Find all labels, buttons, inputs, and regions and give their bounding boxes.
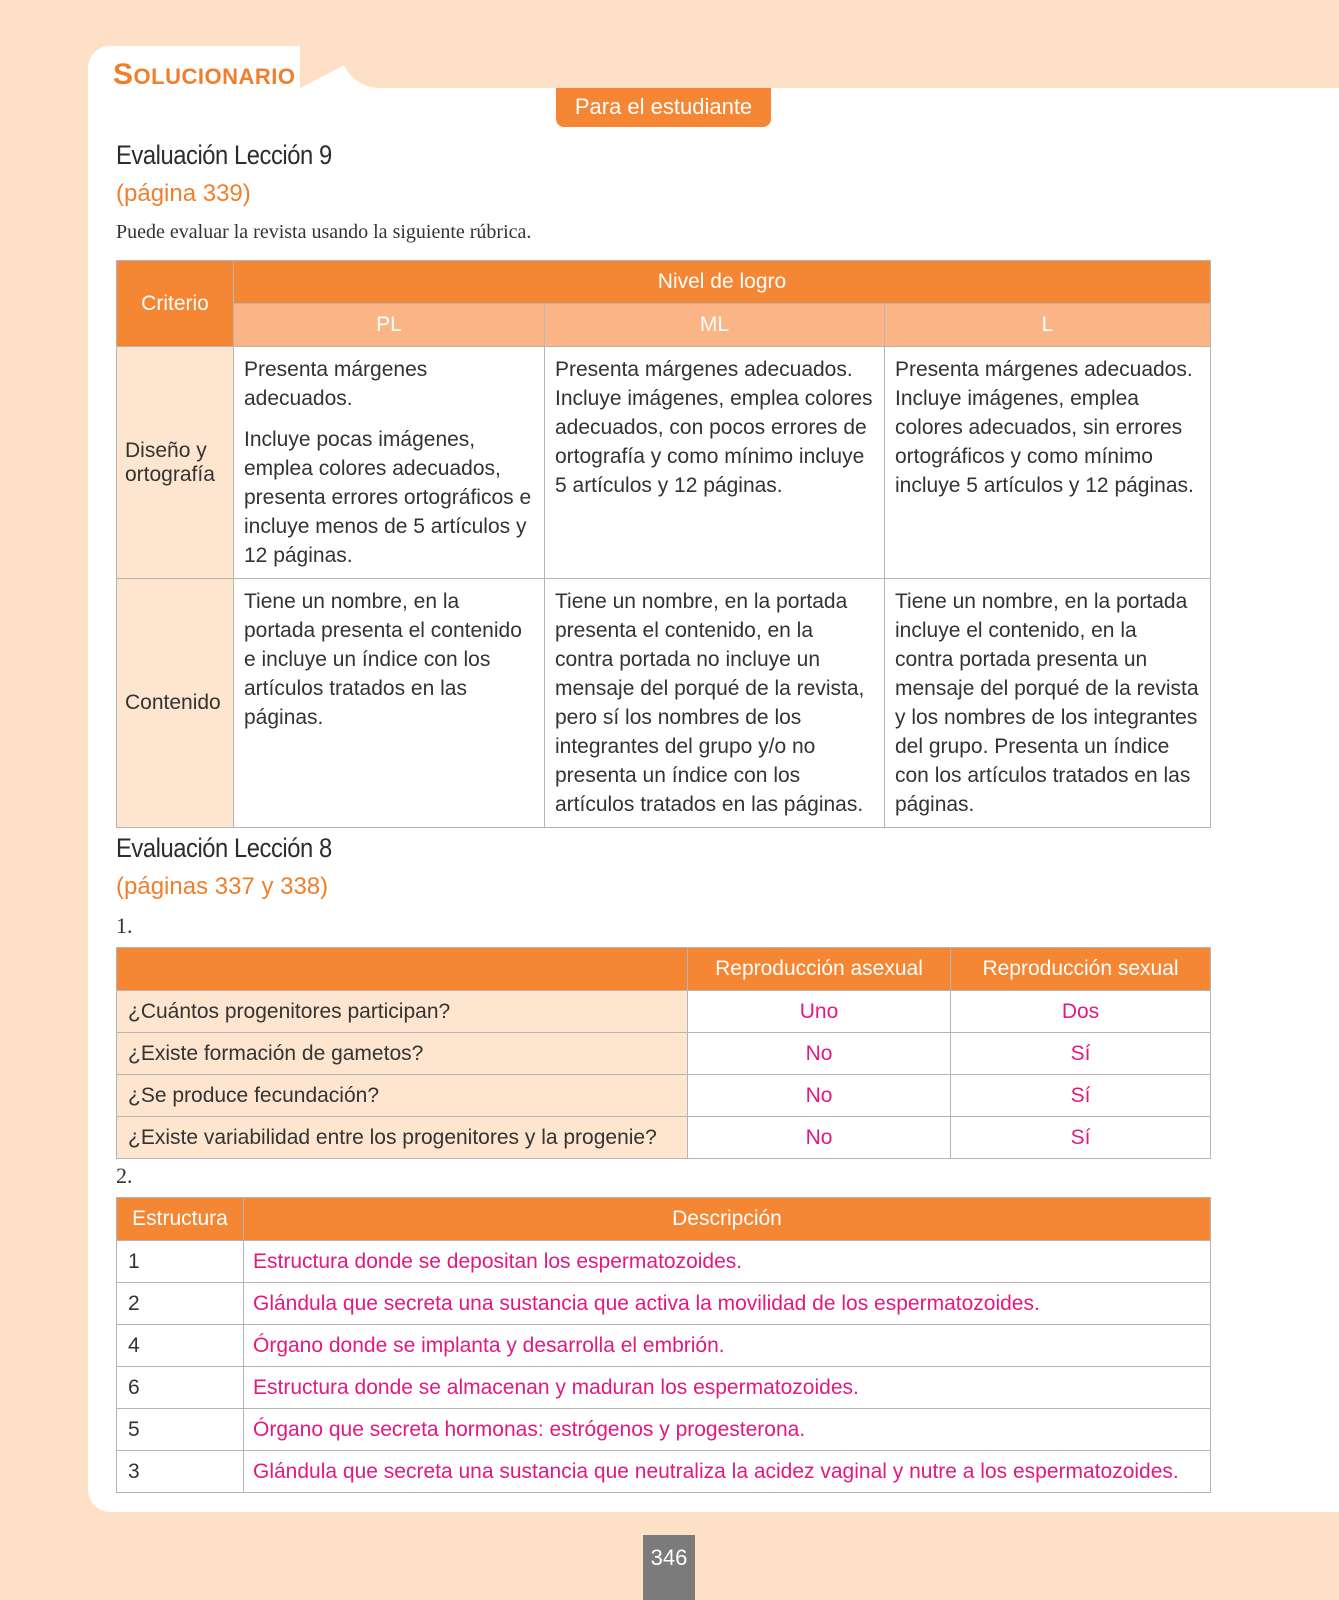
table-row — [117, 1325, 1211, 1367]
page-number: 346 — [643, 1535, 695, 1600]
table-header — [117, 948, 688, 991]
structure-number: 1 — [117, 1241, 244, 1283]
structure-number: 3 — [117, 1451, 244, 1493]
rubric-cell — [234, 347, 545, 579]
structure-description: Estructura donde se depositan los espermatozoides. — [244, 1241, 1211, 1283]
lesson9-intro: Puede evaluar la revista usando la siguiente rúbrica. — [116, 221, 532, 243]
table-row — [117, 1117, 1211, 1159]
lesson9-title: Evaluación Lección 9 — [116, 140, 332, 170]
question-cell: ¿Cuántos progenitores participan? — [117, 991, 688, 1033]
rubric-text: Incluye pocas imágenes, emplea colores adecuados, presenta errores ortográficos e incluye menos de 5 artículos y 12 páginas. — [244, 428, 532, 567]
answer-cell: Sí — [951, 1033, 1211, 1075]
table-row — [117, 1075, 1211, 1117]
question-cell: ¿Existe variabilidad entre los progenitores y la progenie? — [117, 1117, 688, 1159]
criterion-cell: Diseño y ortografía — [117, 347, 234, 579]
rubric-cell: Presenta márgenes adecuados. Incluye imágenes, emplea colores adecuados, sin errores ortográficos y como mínimo incluye 5 artículos y 12 páginas. — [885, 347, 1211, 579]
table-header: Descripción — [244, 1198, 1211, 1241]
answer-cell: No — [688, 1117, 951, 1159]
table-header: Estructura — [117, 1198, 244, 1241]
question-cell: ¿Se produce fecundación? — [117, 1075, 688, 1117]
table-row — [117, 1367, 1211, 1409]
structure-description: Órgano que secreta hormonas: estrógenos y progesterona. — [244, 1409, 1211, 1451]
lesson9-pages: (página 339) — [116, 180, 251, 207]
answer-cell: Uno — [688, 991, 951, 1033]
rubric-cell: Presenta márgenes adecuados. Incluye imágenes, emplea colores adecuados, con pocos errores de ortografía y como mínimo incluye 5 artículos y 12 páginas. — [545, 347, 885, 579]
level-header: PL — [234, 304, 545, 347]
structure-number: 2 — [117, 1283, 244, 1325]
structure-number: 5 — [117, 1409, 244, 1451]
audience-badge: Para el estudiante — [556, 88, 771, 127]
nivel-header: Nivel de logro — [234, 261, 1211, 304]
rubric-cell: Tiene un nombre, en la portada presenta el contenido, en la contra portada no incluye un mensaje del porqué de la revista, pero sí los nombres de los integrantes del grupo y/o no presenta un índice con los artículos tratados en las páginas. — [545, 579, 885, 828]
rubric-table — [116, 260, 1211, 828]
table-header: Reproducción asexual — [688, 948, 951, 991]
structure-description: Órgano donde se implanta y desarrolla el embrión. — [244, 1325, 1211, 1367]
criterion-cell: Contenido — [117, 579, 234, 828]
level-header: ML — [545, 304, 885, 347]
level-header: L — [885, 304, 1211, 347]
rubric-cell: Tiene un nombre, en la portada presenta el contenido e incluye un índice con los artículos tratados en las páginas. — [234, 579, 545, 828]
section-label: SOLUCIONARIO — [113, 58, 296, 91]
question-cell: ¿Existe formación de gametos? — [117, 1033, 688, 1075]
answer-cell: Sí — [951, 1075, 1211, 1117]
table-row — [117, 1033, 1211, 1075]
answer-cell: No — [688, 1075, 951, 1117]
structure-number: 6 — [117, 1367, 244, 1409]
table-row — [117, 1451, 1211, 1493]
answer-cell: Sí — [951, 1117, 1211, 1159]
rubric-cell: Tiene un nombre, en la portada incluye el contenido, en la contra portada presenta un mensaje del porqué de la revista y los nombres de los integrantes del grupo. Presenta un índice con los artículos tratados en las páginas. — [885, 579, 1211, 828]
lesson8-title: Evaluación Lección 8 — [116, 833, 332, 863]
reproduction-table — [116, 947, 1211, 1159]
table-row — [117, 1283, 1211, 1325]
structure-description: Glándula que secreta una sustancia que neutraliza la acidez vaginal y nutre a los espermatozoides. — [244, 1451, 1211, 1493]
lesson8-pages: (páginas 337 y 338) — [116, 873, 329, 900]
question-number: 1. — [116, 913, 133, 938]
question-number: 2. — [116, 1163, 133, 1188]
table-row — [117, 1409, 1211, 1451]
criterio-header: Criterio — [117, 261, 234, 347]
table-row — [117, 1241, 1211, 1283]
structure-description: Glándula que secreta una sustancia que activa la movilidad de los espermatozoides. — [244, 1283, 1211, 1325]
structure-description: Estructura donde se almacenan y maduran los espermatozoides. — [244, 1367, 1211, 1409]
table-header: Reproducción sexual — [951, 948, 1211, 991]
structure-number: 4 — [117, 1325, 244, 1367]
table-row — [117, 991, 1211, 1033]
structure-table — [116, 1197, 1211, 1493]
rubric-text: Presenta márgenes adecuados. — [244, 358, 428, 410]
header-band — [340, 46, 1339, 88]
answer-cell: No — [688, 1033, 951, 1075]
answer-cell: Dos — [951, 991, 1211, 1033]
